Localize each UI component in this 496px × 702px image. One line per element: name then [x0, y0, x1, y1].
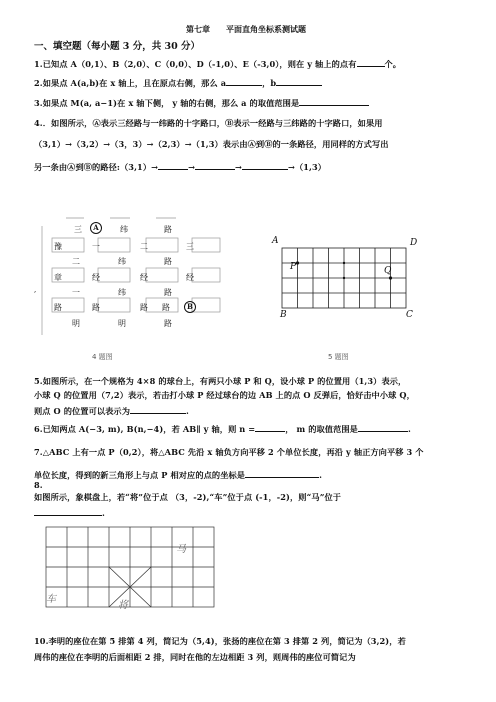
question-4-line-2: （3,1）→（3,2）→（3，3）→（2,3）→（1,3）表示由Ⓐ到Ⓑ的一条路径，用同样的方式写出 — [34, 139, 389, 149]
chess-piece-ma: 马 — [176, 544, 186, 555]
answer-blank-4c[interactable] — [242, 160, 288, 170]
fig5-label-d: D — [410, 238, 418, 248]
fig4-r6-c2: 明 — [118, 319, 126, 328]
question-2-mid: ，b — [262, 78, 277, 88]
fig5-label-c: C — [406, 310, 413, 320]
fig4-r6-c1: 明 — [72, 319, 80, 328]
arrow-2: → — [235, 162, 243, 172]
answer-blank-5[interactable] — [130, 404, 186, 414]
fig4-r4-c2: 纬 — [118, 288, 126, 297]
question-6-end: . — [407, 424, 411, 434]
answer-blank-8[interactable] — [34, 506, 102, 516]
arrow-1: → — [188, 162, 196, 172]
fig4-r3-c1: 章 — [54, 273, 62, 282]
question-6-text: 6.已知两点 A(−3, m), B(n,−4)，若 AB∥ y 轴，则 n = — [34, 424, 256, 434]
question-3 — [34, 96, 369, 109]
fig4-r5-c1: 路 — [54, 303, 62, 312]
circle-b-marker: B — [184, 301, 196, 313]
question-10-line-1: 10.李明的座位在第 5 排第 4 列，简记为（5,4)，张扬的座位在第 3 排第 2 列，简记为（3,2)，若 — [34, 636, 406, 646]
question-1-text: 1.已知点 A（0,1）、B（2,0）、C（0,0）、D（-1,0）、E（-3,0），则在 y 轴上的点有 — [34, 59, 357, 69]
question-10-line-2: 周伟的座位在李明的后面相距 2 排，同时在他的左边相距 3 列，则周伟的座位可简记为 — [34, 652, 356, 662]
answer-blank-3[interactable] — [299, 96, 369, 106]
answer-blank-2b[interactable] — [276, 76, 322, 86]
question-5-line-1: 5.如图所示，在一个规格为 4×8 的球台上，有两只小球 P 和 Q，设小球 P 的位置用（1,3）表示， — [34, 376, 407, 386]
fig4-r1-c3: 二 — [140, 242, 148, 251]
fig4-r5-c4: 路 — [162, 303, 170, 312]
fig5-label-q: Q — [384, 266, 392, 276]
answer-blank-1[interactable] — [357, 57, 385, 67]
question-4-line-3 — [34, 160, 326, 173]
answer-blank-2a[interactable] — [226, 76, 262, 86]
fig4-r5-c3: 路 — [140, 303, 148, 312]
question-5-line-2: 小球 Q 的位置用（7,2）表示，若击打小球 P 经过球台的边 AB 上的点 O 反弹后，恰好击中小球 Q， — [34, 390, 415, 400]
fig4-r4-c1: 一 — [72, 288, 80, 297]
question-8-line-2: . — [34, 506, 105, 518]
question-3-text: 3.如果点 M(a, a−1)在 x 轴下侧， y 轴的右侧，那么 a 的取值范围是 — [34, 98, 300, 108]
fig4-r3-c3: 经 — [140, 273, 148, 282]
question-1-tail: 个。 — [384, 59, 402, 69]
stray-mark: , — [34, 286, 37, 294]
fig4-r1-c1: 豫 — [54, 242, 62, 251]
fig4-r5-c2: 路 — [92, 303, 100, 312]
fig4-r4-c3: 路 — [164, 288, 172, 297]
question-8-line-1: 如图所示，象棋盘上，若“将”位于点 （3，-2),“车”位于点 (-1，-2)，则“马”位于 — [34, 492, 342, 502]
question-4-line-3-end: →（1,3） — [288, 162, 327, 172]
question-7-line-1: 7.△ABC 上有一点 P（0,2），将△ABC 先沿 x 轴负方向平移 2 个单位长度，再沿 y 轴正方向平移 3 个 — [34, 447, 424, 457]
question-8-number: 8. — [34, 480, 43, 490]
fig4-r2-c2: 纬 — [118, 257, 126, 266]
chapter-label: 第七章 — [186, 24, 210, 34]
chess-piece-jiang: 将 — [118, 600, 128, 611]
fig4-r1-c2: 一 — [92, 242, 100, 251]
section-heading: 一、填空题（每小题 3 分，共 30 分） — [34, 41, 201, 52]
question-7-line-2-text: 单位长度，得到的新三角形上与点 P 相对应的点的坐标是 — [34, 470, 246, 480]
answer-blank-7[interactable] — [245, 468, 319, 478]
fig5-label-a: A — [272, 236, 279, 246]
question-5-line-3: 则点 O 的位置可以表示为 . — [34, 406, 189, 416]
question-7-line-2: 单位长度，得到的新三角形上与点 P 相对应的点的坐标是 . — [34, 470, 323, 480]
fig4-r2-c1: 二 — [72, 257, 80, 266]
answer-blank-4b[interactable] — [195, 160, 235, 170]
circle-a-marker: A — [90, 222, 102, 234]
fig5-label-p: P — [290, 262, 297, 272]
chess-piece-che: 车 — [46, 594, 56, 605]
fig4-r6-c3: 路 — [164, 319, 172, 328]
question-6 — [34, 422, 411, 435]
answer-blank-6a[interactable] — [255, 422, 285, 432]
question-6-mid: ， m 的取值范围是 — [285, 424, 358, 434]
question-4-line-3-start: 另一条由Ⓐ到Ⓑ的路径:（3,1）→ — [34, 162, 159, 172]
question-5-line-3-text: 则点 O 的位置可以表示为 — [34, 406, 131, 416]
question-2-text: 2.如果点 A(a,b)在 x 轴上，且在原点右侧，那么 a — [34, 78, 227, 88]
answer-blank-6b[interactable] — [358, 422, 408, 432]
question-4-line-1: 4.．如图所示，Ⓐ表示三经路与一纬路的十字路口，Ⓑ表示一经路与三纬路的十字路口，如果用 — [34, 118, 383, 128]
fig4-label-san: 三 — [74, 225, 82, 234]
fig4-label-lu: 路 — [164, 225, 172, 234]
figure-5-caption: 5 题图 — [328, 353, 349, 361]
fig4-label-wei: 纬 — [120, 225, 128, 234]
question-1 — [34, 57, 401, 70]
fig4-r1-c4: 三 — [186, 242, 194, 251]
fig4-r3-c4: 经 — [186, 273, 194, 282]
fig5-label-b: B — [280, 310, 287, 320]
fig4-r2-c3: 路 — [164, 257, 172, 266]
fig4-r3-c2: 经 — [92, 273, 100, 282]
page-title: 平面直角坐标系测试题 — [226, 24, 306, 34]
figure-4-caption: 4 题图 — [92, 353, 113, 361]
answer-blank-4a[interactable] — [158, 160, 188, 170]
question-2 — [34, 76, 322, 89]
